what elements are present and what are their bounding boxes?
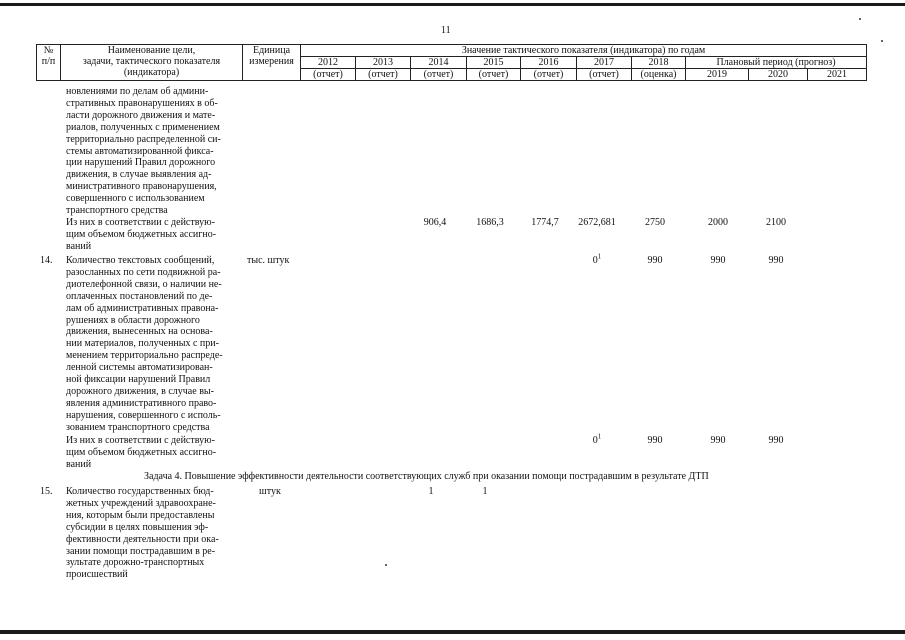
header-year-note: (отчет)	[521, 69, 577, 81]
header-year-note: (отчет)	[301, 69, 356, 81]
task-heading: Задача 4. Повышение эффективности деятельности соответствующих служб при оказании помощи пострадавшим в результате ДТП	[144, 471, 709, 482]
row-14-description: Количество текстовых сообщений, разосланных по сети подвижной ра- диотелефонной связи, о наличии не- оплаченных постановлений по де- лам об административных правона- рушениях в области дорожного движения, вынесенных на основа- нии материалов, полученных с при- менением территориально распреде- ленной системы автоматизирован- ной фиксации нарушений Правил дорожного движения, в случае вы- явления административного право- нарушения, совершенного с исполь- зованием транспортного средства	[66, 255, 223, 433]
header-year: 2020	[749, 69, 808, 81]
header-col-unit: Единица измерения	[243, 45, 301, 81]
row-continued-sub-description: Из них в соответствии с действую- щим объемом бюджетных ассигно- ваний	[66, 217, 217, 252]
row-number: 14.	[40, 255, 53, 266]
scan-speck	[385, 564, 387, 566]
value-2017: $0^1$	[592, 432, 602, 446]
footnote-mark: 1	[597, 432, 602, 441]
row-number: 15.	[40, 486, 53, 497]
value-2018: 990	[647, 255, 663, 266]
page-number: 11	[441, 25, 451, 36]
bottom-rule	[0, 630, 905, 634]
header-year: 2018	[632, 57, 686, 69]
header-col-number: № п/п	[37, 45, 61, 81]
table-header	[36, 44, 867, 81]
header-year: 2012	[301, 57, 356, 69]
header-year: 2015	[467, 57, 521, 69]
value-2015: 1	[482, 486, 488, 497]
scan-speck	[859, 18, 861, 20]
value-2019: 990	[710, 435, 726, 446]
row-15-description: Количество государственных бюд- жетных учреждений здравоохране- ния, которым были предоставлены субсидии в целях повышения эф- фективности деятельности при ока- зании помощи пострадавшим в ре- зультате дорожно-транспортных происшествий	[66, 486, 219, 581]
value-2020: 990	[768, 435, 784, 446]
header-year: 2014	[411, 57, 467, 69]
value-2014: 1	[428, 486, 434, 497]
row-continued-description: новлениями по делам об админи- стративных правонарушениях в об- ласти дорожного движения и мате- риалов, полученных с применением территориально распределенной си- стемы автоматизированной фикса- ции нарушений Правил дорожного движения, в случае выявления ад- министративного правонарушения, совершенного с использованием транспортного средства	[66, 86, 221, 217]
scan-speck	[881, 40, 883, 42]
header-year: 2019	[686, 69, 749, 81]
value-2019: 2000	[708, 217, 728, 228]
value-2019: 990	[710, 255, 726, 266]
value-2014: 906,4	[423, 217, 447, 228]
header-forecast-title: Плановый период (прогноз)	[686, 57, 867, 69]
header-year-note: (отчет)	[411, 69, 467, 81]
value-2017: 2672,681	[578, 217, 616, 228]
value-2020: 2100	[766, 217, 786, 228]
row-unit: тыс. штук	[247, 255, 290, 266]
header-year-note: (отчет)	[577, 69, 632, 81]
header-year: 2017	[577, 57, 632, 69]
header-values-title: Значение тактического показателя (индикатора) по годам	[301, 45, 867, 57]
header-year-note: (оценка)	[632, 69, 686, 81]
value-2018: 990	[647, 435, 663, 446]
value-2017: $0^1$	[592, 252, 602, 266]
value-2016: 1774,7	[531, 217, 559, 228]
header-year: 2013	[356, 57, 411, 69]
header-year-note: (отчет)	[467, 69, 521, 81]
header-year: 2016	[521, 57, 577, 69]
row-14-sub-description: Из них в соответствии с действую- щим объемом бюджетных ассигно- ваний	[66, 435, 217, 470]
value-2018: 2750	[645, 217, 665, 228]
header-year: 2021	[808, 69, 867, 81]
top-rule	[0, 3, 905, 6]
header-year-note: (отчет)	[356, 69, 411, 81]
footnote-mark: 1	[597, 252, 602, 261]
value-2015: 1686,3	[476, 217, 504, 228]
header-col-name: Наименование цели, задачи, тактического показателя (индикатора)	[61, 45, 243, 81]
row-unit: штук	[259, 486, 281, 497]
value-2020: 990	[768, 255, 784, 266]
